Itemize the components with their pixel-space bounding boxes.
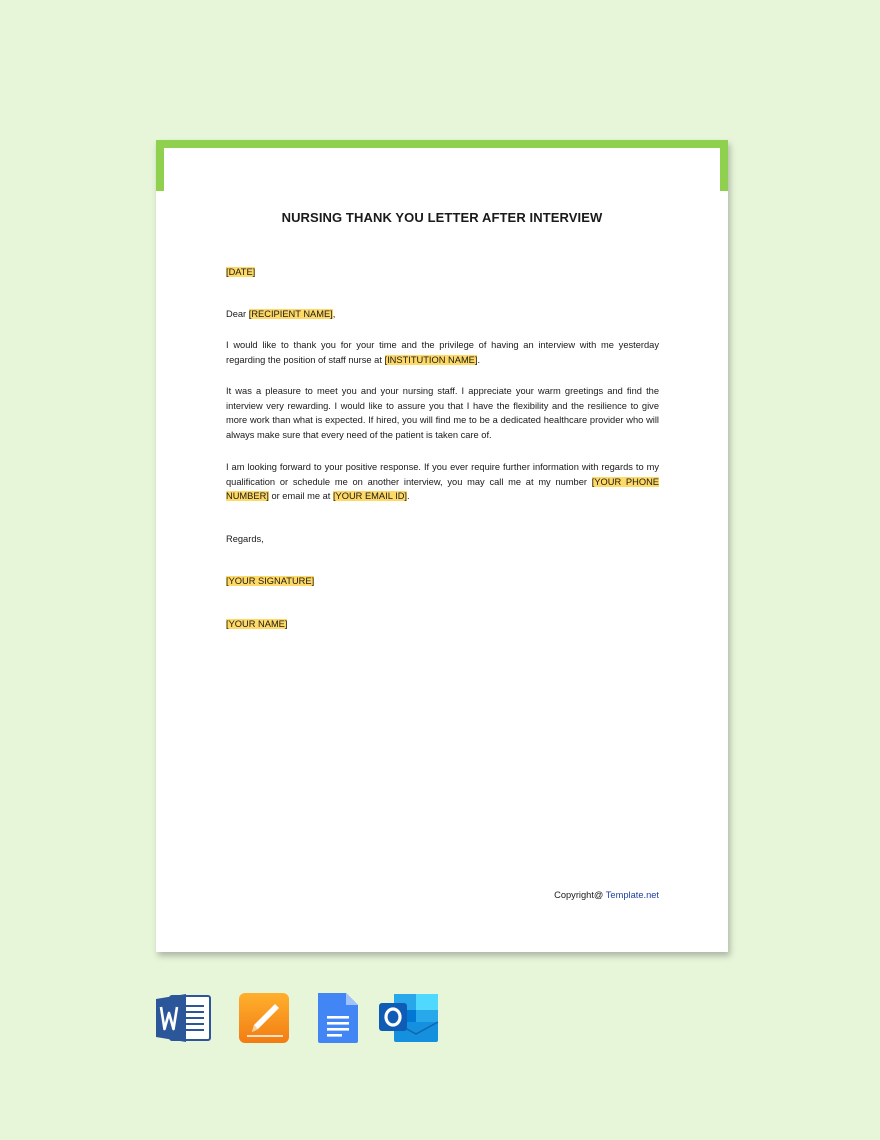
outlook-icon[interactable]	[378, 992, 440, 1044]
paragraph-3-end: .	[407, 491, 410, 502]
salutation-prefix: Dear	[226, 309, 249, 319]
paragraph-1-end: .	[477, 354, 481, 365]
date-placeholder: [DATE]	[226, 267, 256, 277]
paragraph-1	[226, 338, 659, 367]
copyright-brand-link[interactable]: Template.net	[605, 890, 659, 900]
paragraph-3-mid: or email me at	[268, 491, 333, 502]
paragraph-2: It was a pleasure to meet you and your nursing staff. I appreciate your warm greetings and find the interview very rewarding. I would like to assure you that I have the flexibility and the resilience to give more work than what is expected. If hired, you will find me to be a dedicated healthcare provider who will always make sure that every need of the patient is taken care of.	[226, 386, 659, 440]
institution-placeholder: [INSTITUTION NAME]	[384, 354, 478, 365]
green-right-border	[720, 140, 728, 191]
name-line	[226, 617, 659, 632]
green-top-border	[156, 140, 728, 148]
paragraph-1-text: I would like to thank you for your time and the privilege of having an interview with me yesterday regarding the position of staff nurse at	[226, 340, 659, 365]
salutation-suffix: ,	[332, 309, 336, 319]
salutation	[226, 307, 659, 322]
green-left-border	[156, 140, 164, 191]
copyright	[554, 890, 659, 900]
signature-line	[226, 574, 659, 589]
phone-placeholder: [YOUR PHONE NUMBER]	[226, 476, 659, 502]
recipient-placeholder: [RECIPIENT NAME]	[248, 309, 333, 319]
email-placeholder: [YOUR EMAIL ID]	[332, 491, 407, 502]
letter-document	[156, 140, 728, 952]
copyright-prefix: Copyright@	[554, 890, 606, 900]
closing: Regards,	[226, 534, 264, 544]
paragraph-3	[226, 460, 659, 504]
pages-icon[interactable]	[239, 992, 291, 1044]
word-icon[interactable]	[156, 992, 212, 1044]
paragraph-3-text: I am looking forward to your positive response. If you ever require further information with regards to my qualification or schedule me on another interview, you may call me at my number	[226, 462, 659, 487]
document-title: NURSING THANK YOU LETTER AFTER INTERVIEW	[281, 210, 603, 225]
format-icons	[156, 992, 456, 1044]
google-docs-icon[interactable]	[316, 992, 360, 1044]
name-placeholder: [YOUR NAME]	[226, 619, 288, 629]
signature-placeholder: [YOUR SIGNATURE]	[226, 576, 315, 586]
date-line	[226, 265, 659, 280]
